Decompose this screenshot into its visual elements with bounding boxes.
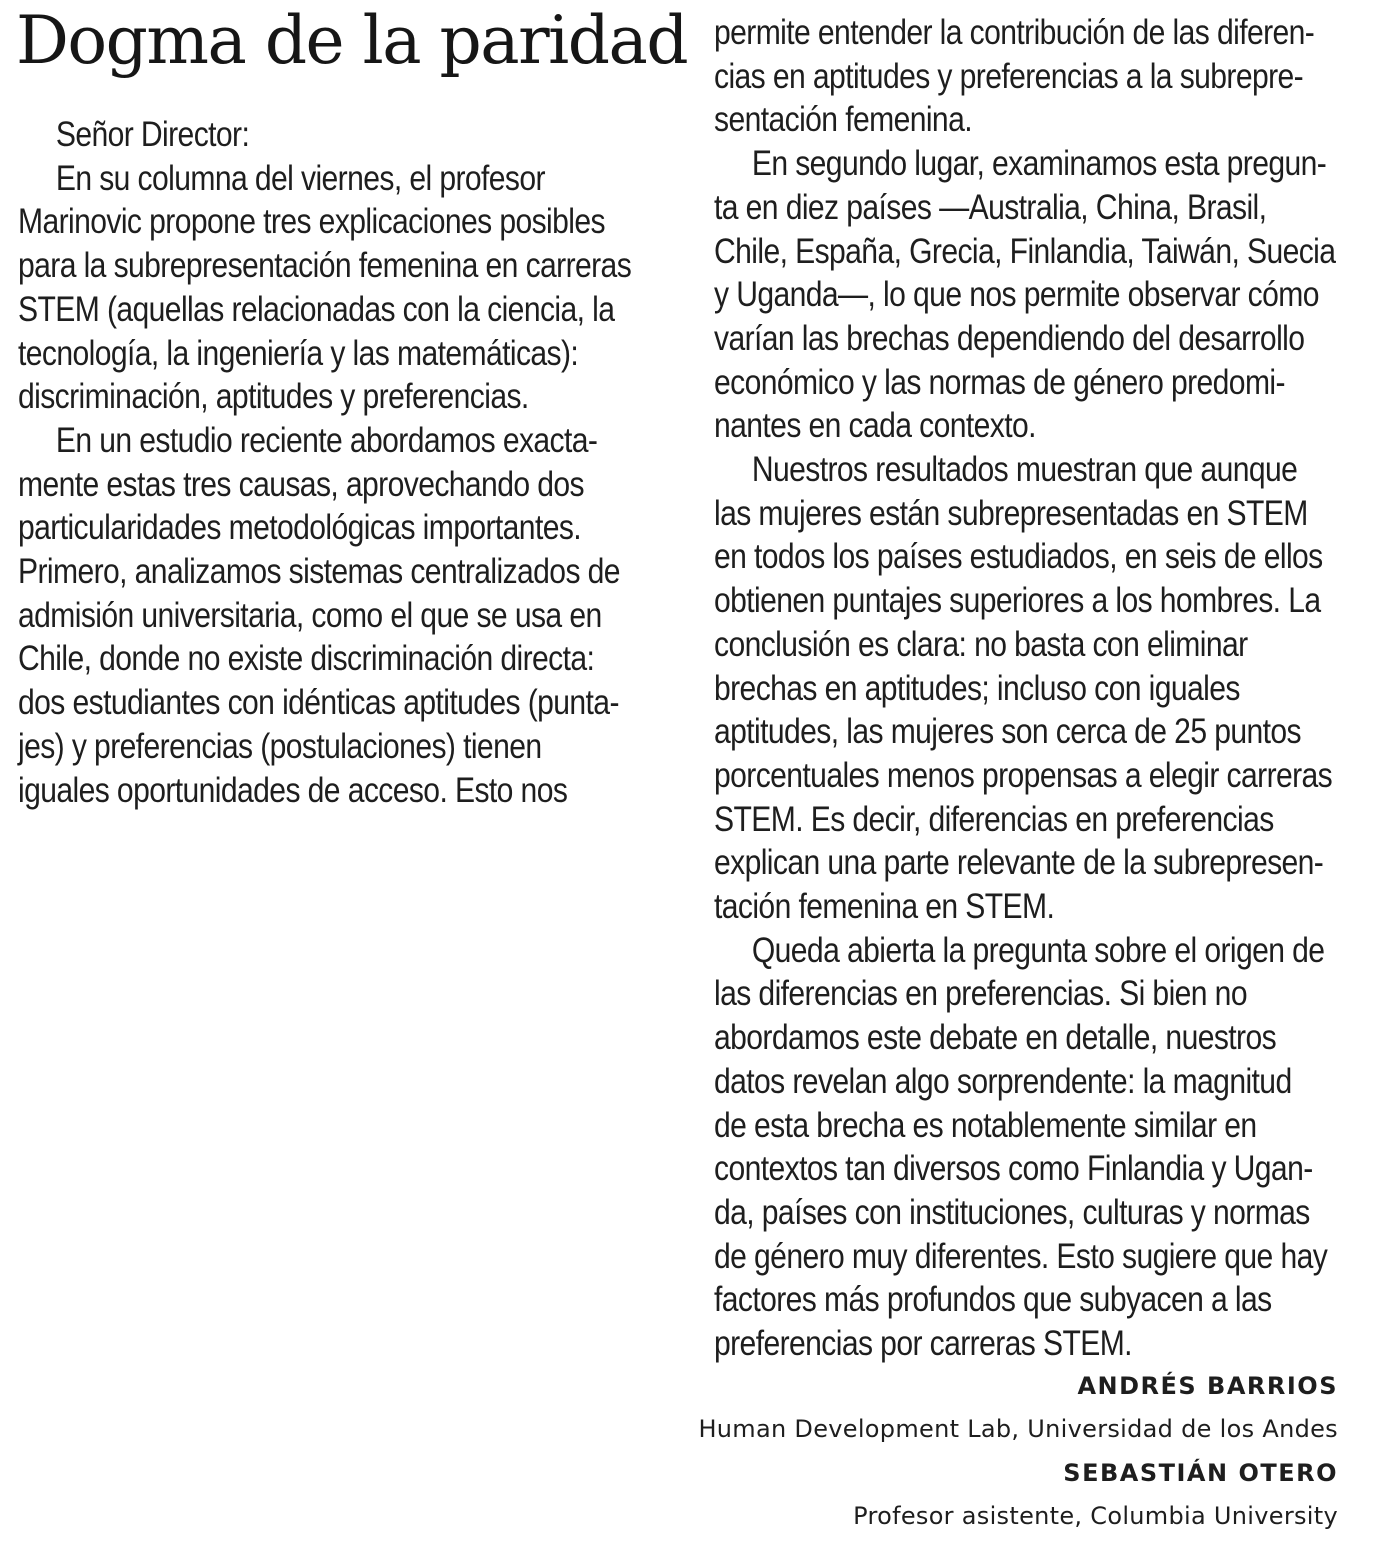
letter-title: Dogma de la paridad [16, 2, 688, 79]
paragraph: En un estudio reciente abordamos exacta- mente estas tres causas, aprovechando dos particularidades metodológicas importantes. Primero, analizamos sistemas centralizados de admisión universitaria, como el que se usa en Chile, donde no existe discriminación directa: dos estudiantes con idénticas aptitudes (punta- jes) y preferencias (postulaciones) tienen iguales oportunidades de acceso. Esto nos [18, 420, 620, 810]
salutation: Señor Director: [55, 115, 250, 154]
signatory-affiliation: Profesor asistente, Columbia University [853, 1502, 1338, 1530]
paragraph: En su columna del viernes, el profesor Marinovic propone tres explicaciones posibles para la subrepresentación femenina en carreras STEM (aquellas relacionadas con la ciencia, la tecnología, la ingeniería y las matemáticas): discriminación, aptitudes y preferencias. [18, 158, 632, 417]
right-column [714, 11, 1338, 1366]
paragraph-continuation: permite entender la contribución de las diferen- cias en aptitudes y preferencias a la subrepre- sentación femenina. [714, 13, 1315, 140]
signatory-affiliation: Human Development Lab, Universidad de los Andes [698, 1415, 1338, 1443]
left-column [18, 113, 658, 812]
paragraph: En segundo lugar, examinamos esta pregun- ta en diez países —Australia, China, Brasil, Chile, España, Grecia, Finlandia, Taiwán, Suecia y Uganda—, lo que nos permite observar cómo varían las brechas dependiendo del desarrollo económico y las normas de género predomi- nantes en cada contexto. [714, 144, 1336, 446]
signatory-name: ANDRÉS BARRIOS [1077, 1372, 1338, 1400]
paragraph: Queda abierta la pregunta sobre el origen de las diferencias en preferencias. Si bien no abordamos este debate en detalle, nuestros datos revelan algo sorprendente: la magnitud de esta brecha es notablemente similar en contextos tan diversos como Finlandia y Ugan- da, países con instituciones, culturas y normas de género muy diferentes. Esto sugiere que hay factores más profundos que subyacen a las preferencias por carreras STEM. [714, 930, 1328, 1364]
signatory-name: SEBASTIÁN OTERO [1063, 1459, 1338, 1487]
paragraph: Nuestros resultados muestran que aunque las mujeres están subrepresentadas en STEM en todos los países estudiados, en seis de ellos obtienen puntajes superiores a los hombres. La conclusión es clara: no basta con eliminar brechas en aptitudes; incluso con iguales aptitudes, las mujeres son cerca de 25 puntos porcentuales menos propensas a elegir carreras STEM. Es decir, diferencias en preferencias explican una parte relevante de la subrepresen- tación femenina en STEM. [714, 450, 1333, 927]
